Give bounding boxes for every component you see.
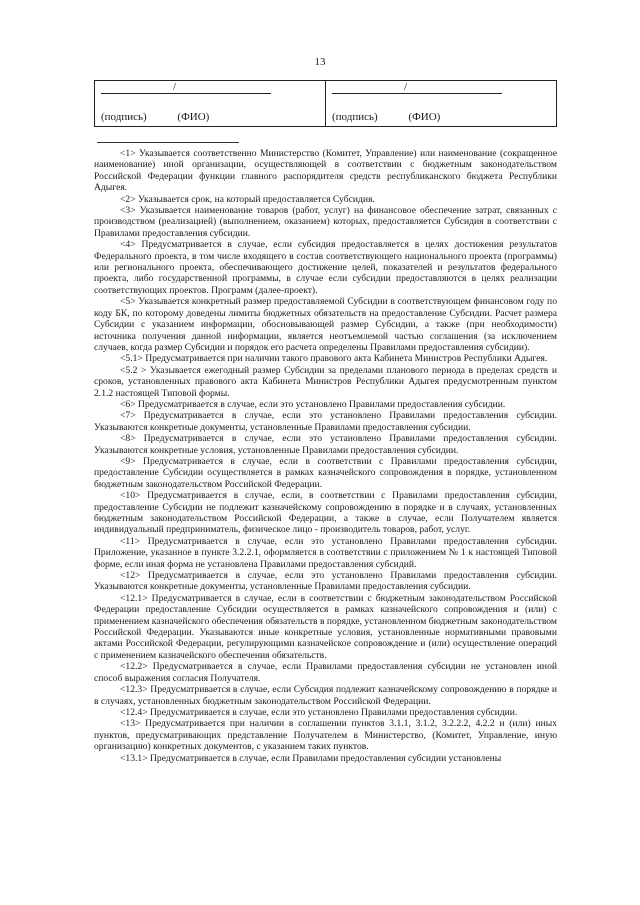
signature-cell-left [95, 81, 326, 127]
footnote: <12.2> Предусматривается в случае, если Правилами предоставления субсидии не установлен иной способ выражения согласия Получателя. [94, 661, 557, 684]
signature-slash: / [173, 81, 177, 93]
footnote: <5.1> Предусматривается при наличии такого правового акта Кабинета Министров Республики Адыгея. [120, 353, 548, 365]
footnote: <5> Указывается конкретный размер предоставляемой Субсидии в соответствующем финансовом году по коду БК, по которому доведены лимиты бюджетных обязательств на предоставление Субсидии. Расчет размера Субсидии с указанием информации, обосновывающей размер Субсидии, а также (при необходимости) источника получения данной информации, является неотъемлемой частью соглашения (за исключением случаев, когда размер Субсидии и порядок его расчета определены Правилами предоставления субсидии). [94, 296, 557, 353]
footnote: <1> Указывается соответственно Министерство (Комитет, Управление) или наименование (сокращенное наименование) иной организации, осуществляющей в соответствии с бюджетным законодательством Российской Федерации функции главного распорядителя средств республиканского бюджета Республики Адыгея. [94, 148, 557, 194]
footnote: <11> Предусматривается в случае, если это установлено Правилами предоставления субсидии. Приложение, указанное в пункте 3.2.2.1, оформляется в соответствии с приложением № 1 к настоящей Типовой форме, если иная форма не установлена Правилами предоставления субсидий. [94, 535, 557, 570]
footnote: <9> Предусматривается в случае, если в соответствии с Правилами предоставления субсидии, предоставление Субсидии осуществляется в рамках казначейского сопровождения в порядке, установленном бюджетным законодательством Российской Федерации. [94, 455, 557, 490]
footnote: <13.1> Предусматривается в случае, если Правилами предоставления субсидии установлены [120, 752, 502, 764]
footnote: <6> Предусматривается в случае, если это установлено Правилами предоставления субсидии. [120, 398, 506, 410]
footnote: <4> Предусматривается в случае, если субсидия предоставляется в целях достижения результатов Федерального проекта, в том числе входящего в состав соответствующего национального проекта (программы) или регионального проекта, обеспечивающего достижение целей, показателей и результатов федерального проекта, либо государственной программы, в случае если субсидии предоставляются в целях реализации соответствующих проектов. Программ (далее-проект). [94, 239, 557, 296]
signature-cell-right [326, 81, 557, 127]
footnote: <13> Предусматривается при наличии в соглашении пунктов 3.1.1, 3.1.2, 3.2.2.2, 4.2.2 и (или) иных пунктов, предусматривающих представление Получателем в Министерство, (Комитет, Управление, иную организацию) конкретных документов, с указанием таких пунктов. [94, 718, 557, 753]
signature-table [94, 80, 557, 127]
footnotes [94, 148, 557, 764]
footnote: <12.4> Предусматривается в случае, если это установлено Правилами предоставления субсидии. [120, 706, 518, 718]
footnote: <3> Указывается наименование товаров (работ, услуг) на финансовое обеспечение затрат, связанных с производством (реализацией) (выполнением, оказанием) которых, предоставляется Субсидия в соответствии с Правилами предоставления субсидии. [94, 205, 557, 239]
footnote: <12.3> Предусматривается в случае, если Субсидия подлежит казначейскому сопровождению в порядке и в случаях, установленных бюджетным законодательством Российской Федерации. [94, 684, 557, 707]
footnote: <8> Предусматривается в случае, если это установлено Правилами предоставления субсидии. Указываются конкретные условия, установленные Правилами предоставления субсидии. [94, 433, 557, 456]
full-name-label: (ФИО) [177, 111, 210, 123]
footnote: <10> Предусматривается в случае, если, в соответствии с Правилами предоставления субсидии, предоставление Субсидии не подлежит казначейскому сопровождению в порядке и в случаях, установленных бюджетным законодательством Российской Федерации, а также в случае, если Получателем является индивидуальный предприниматель, физическое лицо - производитель товаров, работ, услуг. [94, 490, 557, 536]
page-number: 13 [314, 56, 326, 68]
footnote: <2> Указывается срок, на который предоставляется Субсидия. [120, 193, 375, 205]
footnote: <7> Предусматривается в случае, если это установлено Правилами предоставления субсидии. Указываются конкретные документы, установленные Правилами предоставления субсидии. [94, 410, 557, 433]
signature-line [101, 93, 271, 94]
footnote: <12.1> Предусматривается в случае, если в соответствии с бюджетным законодательством Российской Федерации предоставление Субсидии осуществляется в рамках казначейского сопровождения и (или) с применением казначейского обеспечения обязательств в порядке, установленном бюджетным законодательством Российской Федерации. Указываются иные конкретные условия, установленные нормативными правовыми актами Российской Федерации, регулирующими казначейское сопровождение и (или) осуществление операций с применением казначейского обеспечения обязательств. [94, 592, 557, 661]
signature-label: (подпись) [101, 111, 147, 123]
signature-line [332, 93, 502, 94]
signature-label: (подпись) [332, 111, 378, 123]
signature-slash: / [404, 81, 408, 93]
footnote-separator [97, 142, 239, 143]
footnote: <5.2 > Указывается ежегодный размер Субсидии за пределами планового периода в пределах средств и сроков, установленных правового акта Кабинета Министров Республики Адыгея предусмотренным пунктом 2.1.2 настоящей Типовой формы. [94, 364, 557, 399]
footnote: <12> Предусматривается в случае, если это установлено Правилами предоставления субсидии. Указываются конкретные документы, установленные Правилами предоставления субсидии. [94, 570, 557, 593]
full-name-label: (ФИО) [408, 111, 441, 123]
